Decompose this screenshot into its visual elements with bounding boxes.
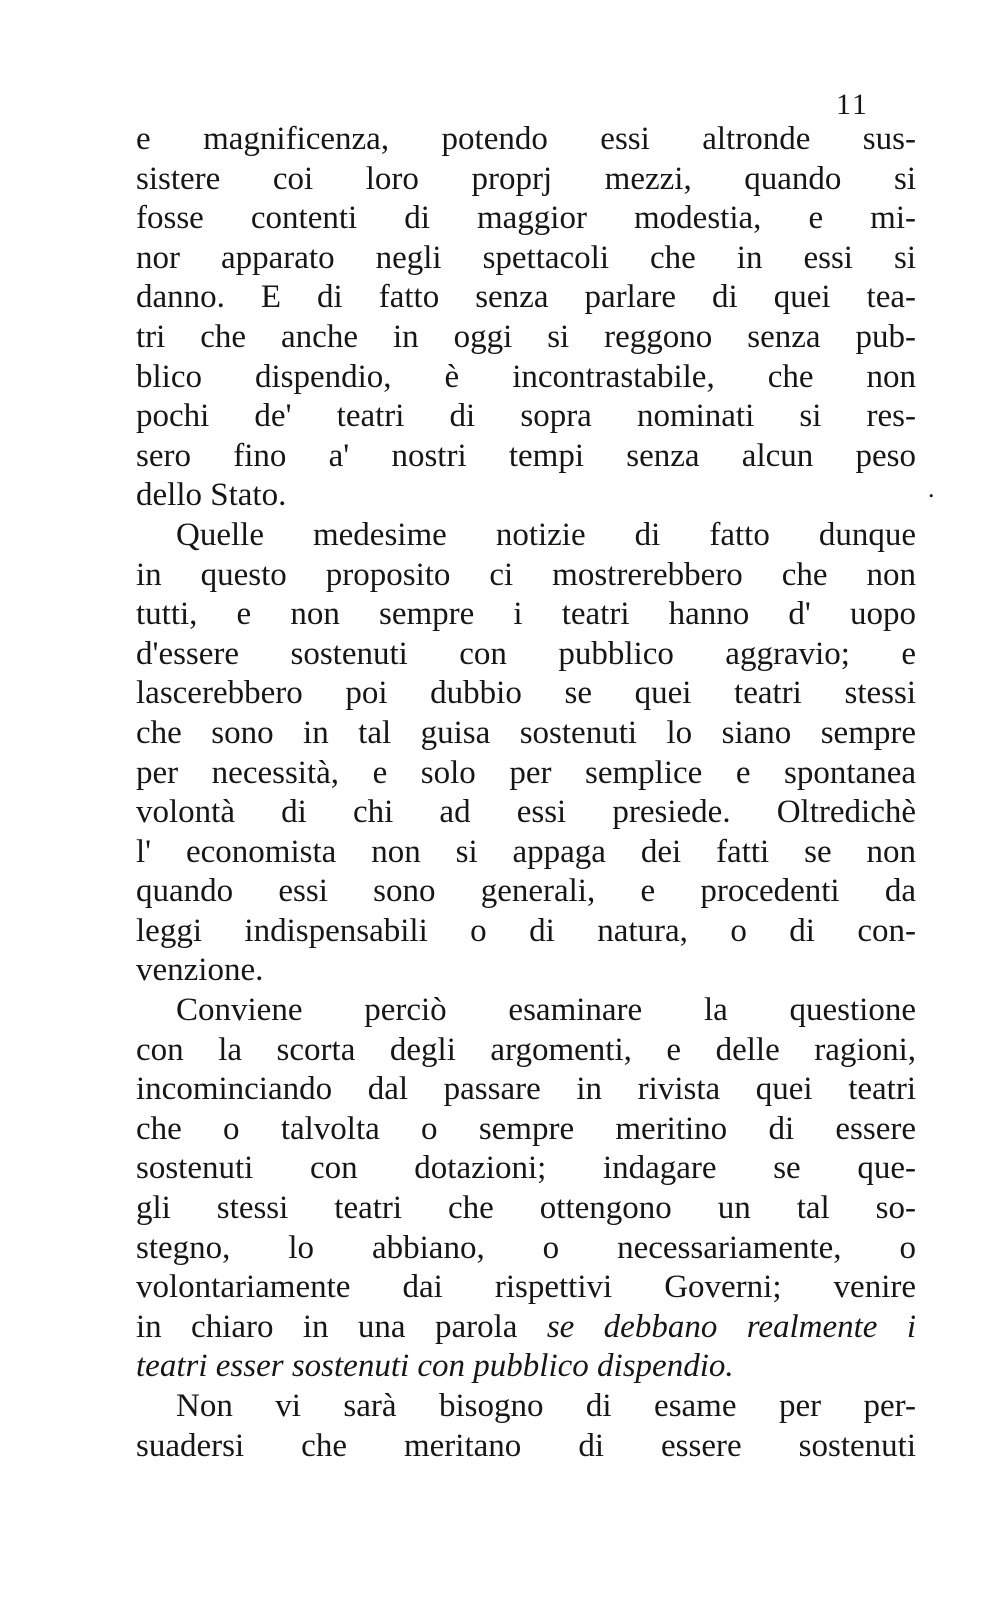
text-line: con la scorta degli argomenti, e delle ragioni, bbox=[136, 1031, 916, 1068]
text-line: nor apparato negli spettacoli che in essi si bbox=[136, 239, 916, 276]
text-line: e magnificenza, potendo essi altronde sus- bbox=[136, 121, 916, 157]
text-line: l' economista non si appaga dei fatti se non bbox=[136, 833, 916, 870]
text-line: suadersi che meritano di essere sostenuti bbox=[136, 1427, 916, 1464]
text-line: quando essi sono generali, e procedenti da bbox=[136, 873, 916, 910]
text-line: tutti, e non sempre i teatri hanno d' uopo bbox=[136, 596, 916, 633]
text-line: sero fino a' nostri tempi senza alcun peso bbox=[136, 437, 916, 474]
text-line-roman: in chiaro in una parola bbox=[136, 1308, 547, 1345]
text-line: che o talvolta o sempre meritino di essere bbox=[136, 1110, 916, 1147]
text-line: stegno, lo abbiano, o necessariamente, o bbox=[136, 1229, 916, 1266]
text-line: d'essere sostenuti con pubblico aggravio; e bbox=[136, 635, 916, 672]
text-line: danno. E di fatto senza parlare di quei tea- bbox=[136, 279, 916, 316]
text-line: dello Stato. bbox=[136, 477, 287, 514]
text-line: pochi de' teatri di sopra nominati si res- bbox=[136, 398, 916, 435]
stray-mark: . bbox=[928, 474, 935, 503]
text-line: Non vi sarà bisogno di esame per per- bbox=[176, 1388, 916, 1424]
text-line: volontariamente dai rispettivi Governi; venire bbox=[136, 1269, 916, 1306]
text-line: che sono in tal guisa sostenuti lo siano sempre bbox=[136, 714, 916, 751]
text-line: volontà di chi ad essi presiede. Oltredichè bbox=[136, 794, 916, 831]
text-line: teatri esser sostenuti con pubblico dispendio. bbox=[136, 1348, 734, 1385]
body-text bbox=[136, 120, 916, 1466]
text-line: Conviene perciò esaminare la questione bbox=[176, 992, 916, 1029]
text-line: venzione. bbox=[136, 952, 264, 989]
text-line-italic: se debbano realmente i bbox=[546, 1308, 916, 1345]
text-line: fosse contenti di maggior modestia, e mi- bbox=[136, 200, 916, 237]
text-line: leggi indispensabili o di natura, o di con- bbox=[136, 912, 916, 949]
text-line: tri che anche in oggi si reggono senza pub- bbox=[136, 318, 916, 355]
text-line bbox=[136, 1308, 916, 1348]
text-line: gli stessi teatri che ottengono un tal so- bbox=[136, 1190, 916, 1227]
text-line: incominciando dal passare in rivista quei teatri bbox=[136, 1071, 916, 1108]
text-line: Quelle medesime notizie di fatto dunque bbox=[176, 516, 916, 553]
text-line: in questo proposito ci mostrerebbero che non bbox=[136, 556, 916, 593]
text-line: sistere coi loro proprj mezzi, quando si bbox=[136, 160, 916, 197]
text-line: sostenuti con dotazioni; indagare se que- bbox=[136, 1150, 916, 1187]
text-line: lascerebbero poi dubbio se quei teatri stessi bbox=[136, 675, 916, 712]
text-line: per necessità, e solo per semplice e spontanea bbox=[136, 754, 916, 791]
page-number: 11 bbox=[836, 88, 869, 121]
text-line: blico dispendio, è incontrastabile, che non bbox=[136, 358, 916, 395]
